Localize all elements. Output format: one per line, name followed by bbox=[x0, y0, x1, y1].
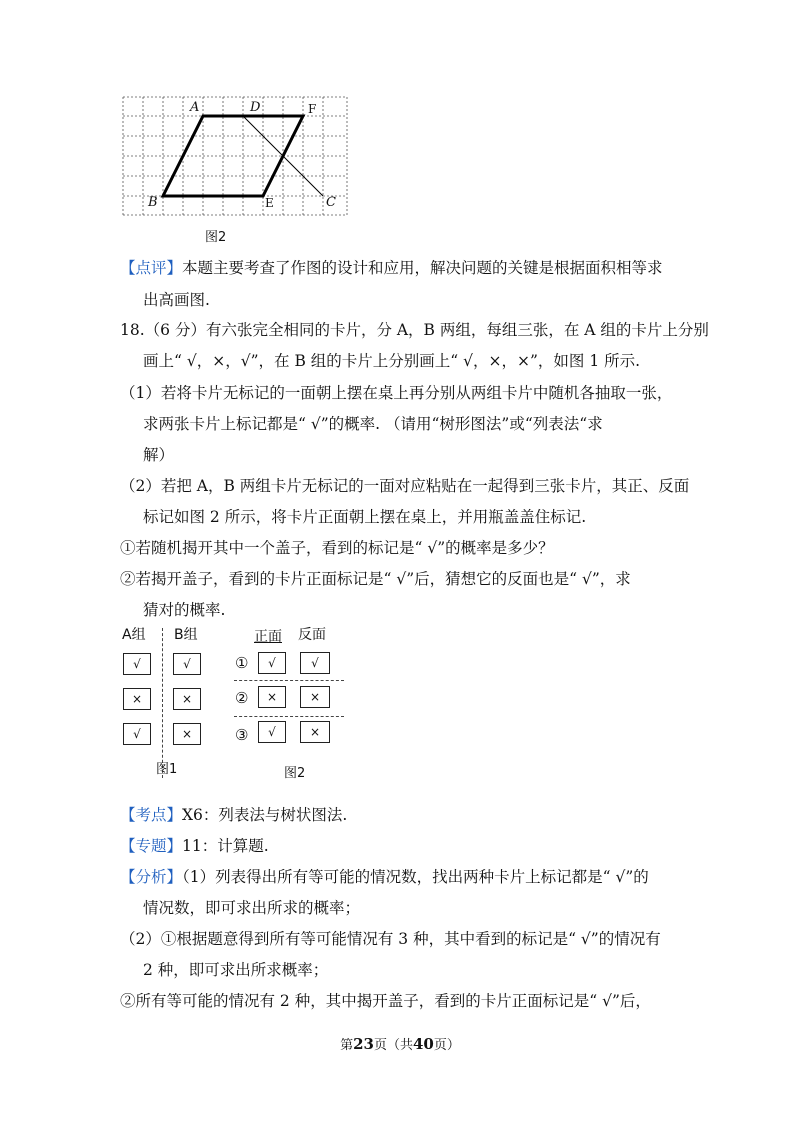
q2a-line: ①若随机揭开其中一个盖子，看到的标记是“ √”的概率是多少？ bbox=[120, 539, 554, 557]
back-label: 反面 bbox=[298, 627, 326, 643]
group-a-label: A组 bbox=[122, 627, 146, 643]
footer-pre: 第 bbox=[340, 1038, 354, 1053]
group-divider bbox=[162, 628, 163, 778]
label-b: B bbox=[148, 195, 158, 210]
comment-line1 bbox=[120, 258, 663, 278]
back-card-3: × bbox=[300, 721, 330, 743]
footer-mid: 页（共 bbox=[373, 1038, 413, 1053]
q2-line1: （2）若把 A，B 两组卡片无标记的一面对应粘贴在一起得到三张卡片，其正、反面 bbox=[120, 477, 690, 495]
q1-line3: 解） bbox=[143, 446, 175, 464]
q1-line2: 求两张卡片上标记都是“ √”的概率. （请用“树形图法”或“列表法“求 bbox=[143, 415, 603, 433]
comment-tag: 【点评】 bbox=[120, 259, 183, 277]
problem-line1: 18.（6 分）有六张完全相同的卡片，分 A，B 两组，每组三张，在 A 组的卡片上分别 bbox=[120, 321, 709, 339]
footer-total: 40 bbox=[413, 1035, 434, 1053]
problem-line2: 画上“ √，×，√”，在 B 组的卡片上分别画上“ √，×，×”，如图 1 所示. bbox=[143, 352, 641, 370]
row-divider-1 bbox=[234, 680, 344, 681]
comment-text1: 本题主要考查了作图的设计和应用，解决问题的关键是根据面积相等求 bbox=[182, 259, 663, 277]
fenxi-line1 bbox=[120, 867, 649, 887]
back-card-2: × bbox=[300, 686, 330, 708]
kaodian-line bbox=[120, 805, 347, 825]
zhuanti-text: 11：计算题. bbox=[182, 837, 269, 855]
group-b-label: B组 bbox=[174, 627, 198, 643]
analysis-p3-line1: ②所有等可能的情况有 2 种，其中揭开盖子，看到的卡片正面标记是“ √”后， bbox=[120, 992, 651, 1010]
kaodian-tag: 【考点】 bbox=[120, 806, 183, 824]
front-card-1: √ bbox=[258, 652, 286, 674]
front-label: 正面 bbox=[254, 629, 282, 645]
a-card-2: × bbox=[123, 688, 151, 710]
front-card-2: × bbox=[258, 686, 286, 708]
zhuanti-tag: 【专题】 bbox=[120, 837, 183, 855]
back-card-1: √ bbox=[300, 652, 330, 674]
q1-line1: （1）若将卡片无标记的一面朝上摆在桌上再分别从两组卡片中随机各抽取一张， bbox=[120, 384, 673, 402]
row-mark-2: ② bbox=[235, 689, 249, 707]
b-card-2: × bbox=[173, 688, 201, 710]
footer-page: 23 bbox=[353, 1035, 374, 1053]
page-footer bbox=[0, 1034, 800, 1053]
q2b-line2: 猜对的概率. bbox=[143, 601, 226, 619]
label-e: E bbox=[265, 196, 274, 210]
fenxi-line2: 情况数，即可求出所求的概率； bbox=[143, 899, 361, 917]
a-card-3: √ bbox=[123, 723, 151, 745]
analysis-p2-line2: 2 种，即可求出所求概率； bbox=[143, 961, 329, 979]
row-mark-3: ③ bbox=[235, 726, 249, 744]
a-card-1: √ bbox=[123, 653, 151, 675]
row-divider-2 bbox=[234, 716, 344, 717]
fig-top-caption: 图2 bbox=[205, 230, 227, 245]
comment-line2: 出高画图. bbox=[143, 291, 210, 309]
kaodian-text: X6：列表法与树状图法. bbox=[182, 806, 348, 824]
zhuanti-line bbox=[120, 836, 269, 856]
footer-post: 页） bbox=[433, 1038, 460, 1053]
q2b-line1: ②若揭开盖子，看到的卡片正面标记是“ √”后，猜想它的反面也是“ √”，求 bbox=[120, 570, 631, 588]
front-card-3: √ bbox=[258, 721, 286, 743]
cards-figure bbox=[118, 620, 358, 785]
label-d: D bbox=[250, 100, 261, 115]
analysis-p2-line1: （2）①根据题意得到所有等可能情况有 3 种，其中看到的标记是“ √”的情况有 bbox=[120, 930, 661, 948]
row-mark-1: ① bbox=[235, 654, 249, 672]
b-card-3: × bbox=[173, 723, 201, 745]
fenxi-tag: 【分析】 bbox=[120, 868, 183, 886]
label-a: A bbox=[190, 100, 200, 115]
grid-figure bbox=[122, 96, 348, 216]
q2-line2: 标记如图 2 所示，将卡片正面朝上摆在桌上，并用瓶盖盖住标记. bbox=[143, 508, 587, 526]
caption-fig2: 图2 bbox=[284, 766, 306, 781]
fenxi-text1: （1）列表得出所有等可能的情况数，找出两种卡片上标记都是“ √”的 bbox=[182, 868, 649, 886]
label-c: C bbox=[326, 195, 336, 210]
b-card-1: √ bbox=[173, 653, 201, 675]
caption-fig1: 图1 bbox=[156, 762, 178, 777]
label-f: F bbox=[308, 102, 317, 116]
